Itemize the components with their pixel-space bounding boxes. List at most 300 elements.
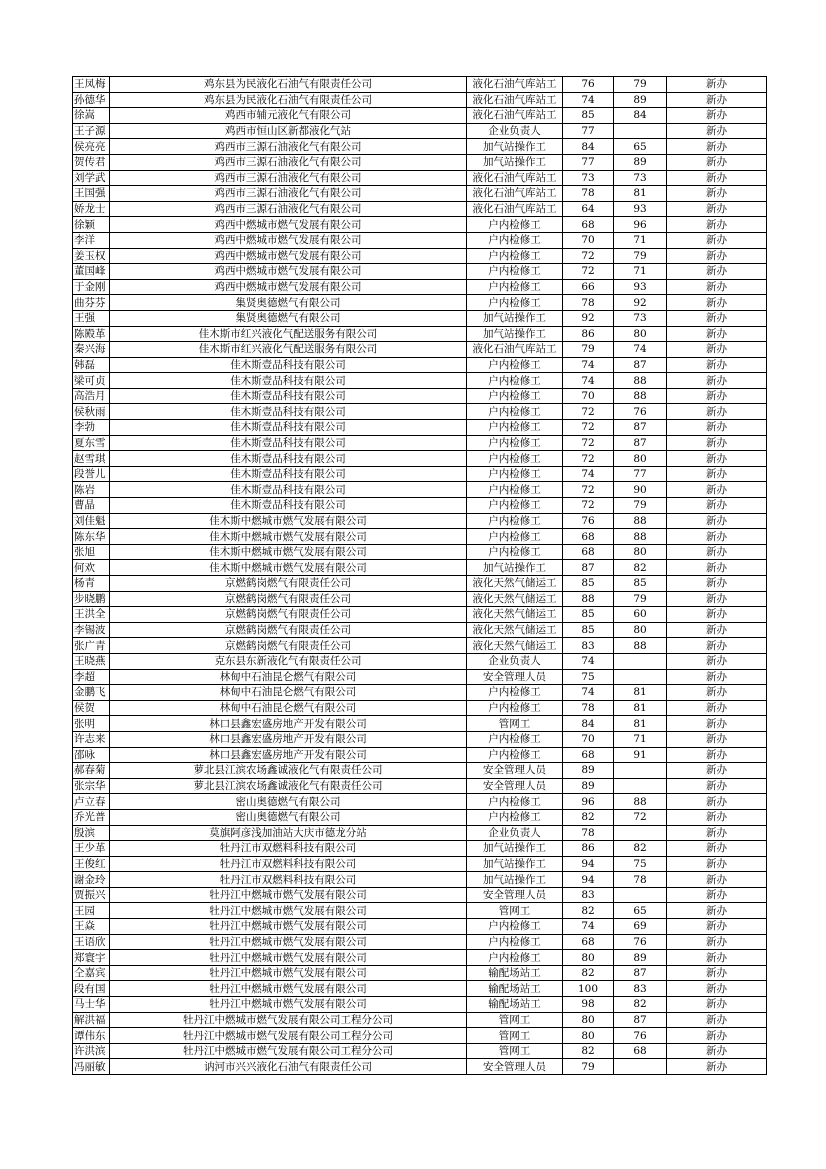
company-cell: 集贤奥德燃气有限公司 xyxy=(110,295,467,311)
theory-score-cell: 82 xyxy=(563,903,614,919)
name-cell: 贺传君 xyxy=(73,154,110,170)
cert-type-cell: 新办 xyxy=(667,342,767,358)
table-row xyxy=(73,778,767,794)
cert-type-cell: 新办 xyxy=(667,139,767,155)
company-cell: 佳木斯中燃城市燃气发展有限公司 xyxy=(110,529,467,545)
cert-type-cell: 新办 xyxy=(667,217,767,233)
name-cell: 董国峰 xyxy=(73,264,110,280)
job-type-cell: 户内检修工 xyxy=(467,747,563,763)
theory-score-cell: 70 xyxy=(563,731,614,747)
job-type-cell: 户内检修工 xyxy=(467,544,563,560)
name-cell: 于金刚 xyxy=(73,279,110,295)
theory-score-cell: 87 xyxy=(563,560,614,576)
theory-score-cell: 70 xyxy=(563,232,614,248)
company-cell: 林口县鑫宏盛房地产开发有限公司 xyxy=(110,716,467,732)
practical-score-cell: 79 xyxy=(614,248,667,264)
theory-score-cell: 72 xyxy=(563,451,614,467)
cert-type-cell: 新办 xyxy=(667,622,767,638)
company-cell: 牡丹江中燃城市燃气发展有限公司 xyxy=(110,950,467,966)
practical-score-cell: 65 xyxy=(614,903,667,919)
theory-score-cell: 100 xyxy=(563,981,614,997)
practical-score-cell: 79 xyxy=(614,77,667,93)
table-row xyxy=(73,435,767,451)
theory-score-cell: 72 xyxy=(563,420,614,436)
practical-score-cell: 81 xyxy=(614,186,667,202)
job-type-cell: 安全管理人员 xyxy=(467,887,563,903)
name-cell: 殷滨 xyxy=(73,825,110,841)
name-cell: 许洪滨 xyxy=(73,1043,110,1059)
table-row xyxy=(73,357,767,373)
company-cell: 佳木斯中燃城市燃气发展有限公司 xyxy=(110,513,467,529)
job-type-cell: 户内检修工 xyxy=(467,498,563,514)
cert-type-cell: 新办 xyxy=(667,310,767,326)
practical-score-cell: 71 xyxy=(614,232,667,248)
name-cell: 张广青 xyxy=(73,638,110,654)
practical-score-cell: 92 xyxy=(614,295,667,311)
name-cell: 李超 xyxy=(73,669,110,685)
cert-type-cell: 新办 xyxy=(667,965,767,981)
job-type-cell: 户内检修工 xyxy=(467,809,563,825)
cert-type-cell: 新办 xyxy=(667,108,767,124)
job-type-cell: 液化天然气储运工 xyxy=(467,591,563,607)
company-cell: 牡丹江中燃城市燃气发展有限公司工程分公司 xyxy=(110,1028,467,1044)
table-row xyxy=(73,248,767,264)
theory-score-cell: 77 xyxy=(563,154,614,170)
cert-type-cell: 新办 xyxy=(667,435,767,451)
name-cell: 侯秋雨 xyxy=(73,404,110,420)
practical-score-cell: 73 xyxy=(614,310,667,326)
practical-score-cell: 80 xyxy=(614,326,667,342)
company-cell: 鸡西中燃城市燃气发展有限公司 xyxy=(110,248,467,264)
cert-type-cell: 新办 xyxy=(667,186,767,202)
job-type-cell: 安全管理人员 xyxy=(467,763,563,779)
theory-score-cell: 83 xyxy=(563,638,614,654)
name-cell: 王国强 xyxy=(73,186,110,202)
name-cell: 张宗华 xyxy=(73,778,110,794)
job-type-cell: 加气站操作工 xyxy=(467,154,563,170)
company-cell: 牡丹江中燃城市燃气发展有限公司工程分公司 xyxy=(110,1043,467,1059)
table-row xyxy=(73,217,767,233)
theory-score-cell: 88 xyxy=(563,591,614,607)
practical-score-cell xyxy=(614,123,667,139)
theory-score-cell: 84 xyxy=(563,139,614,155)
table-row xyxy=(73,186,767,202)
table-row xyxy=(73,607,767,623)
company-cell: 林口县鑫宏盛房地产开发有限公司 xyxy=(110,747,467,763)
company-cell: 鸡西市三源石油液化气有限公司 xyxy=(110,139,467,155)
table-row xyxy=(73,825,767,841)
practical-score-cell: 68 xyxy=(614,1043,667,1059)
cert-type-cell: 新办 xyxy=(667,170,767,186)
name-cell: 赵雪琪 xyxy=(73,451,110,467)
practical-score-cell: 89 xyxy=(614,154,667,170)
job-type-cell: 户内检修工 xyxy=(467,731,563,747)
company-cell: 密山奥德燃气有限公司 xyxy=(110,794,467,810)
cert-type-cell: 新办 xyxy=(667,591,767,607)
job-type-cell: 输配场站工 xyxy=(467,981,563,997)
job-type-cell: 户内检修工 xyxy=(467,279,563,295)
name-cell: 王强 xyxy=(73,310,110,326)
practical-score-cell xyxy=(614,763,667,779)
job-type-cell: 户内检修工 xyxy=(467,295,563,311)
practical-score-cell: 87 xyxy=(614,420,667,436)
cert-type-cell: 新办 xyxy=(667,326,767,342)
table-row xyxy=(73,279,767,295)
job-type-cell: 管网工 xyxy=(467,1043,563,1059)
name-cell: 梁可贞 xyxy=(73,373,110,389)
table-row xyxy=(73,794,767,810)
name-cell: 陈殿革 xyxy=(73,326,110,342)
job-type-cell: 液化石油气库站工 xyxy=(467,108,563,124)
table-row xyxy=(73,295,767,311)
company-cell: 牡丹江中燃城市燃气发展有限公司 xyxy=(110,997,467,1013)
company-cell: 克东县东新液化气有限责任公司 xyxy=(110,653,467,669)
cert-type-cell: 新办 xyxy=(667,404,767,420)
cert-type-cell: 新办 xyxy=(667,357,767,373)
cert-type-cell: 新办 xyxy=(667,498,767,514)
cert-type-cell: 新办 xyxy=(667,1028,767,1044)
company-cell: 佳木斯市红兴液化气配送服务有限公司 xyxy=(110,342,467,358)
company-cell: 鸡东县为民液化石油气有限责任公司 xyxy=(110,92,467,108)
cert-type-cell: 新办 xyxy=(667,513,767,529)
name-cell: 许志来 xyxy=(73,731,110,747)
job-type-cell: 户内检修工 xyxy=(467,264,563,280)
theory-score-cell: 94 xyxy=(563,872,614,888)
practical-score-cell: 81 xyxy=(614,716,667,732)
company-cell: 萝北县江滨农场鑫诚液化气有限责任公司 xyxy=(110,763,467,779)
practical-score-cell: 88 xyxy=(614,373,667,389)
practical-score-cell: 88 xyxy=(614,794,667,810)
job-type-cell: 输配场站工 xyxy=(467,997,563,1013)
cert-type-cell: 新办 xyxy=(667,232,767,248)
practical-score-cell xyxy=(614,887,667,903)
company-cell: 林甸中石油昆仑燃气有限公司 xyxy=(110,669,467,685)
job-type-cell: 户内检修工 xyxy=(467,373,563,389)
name-cell: 徐颖 xyxy=(73,217,110,233)
job-type-cell: 户内检修工 xyxy=(467,529,563,545)
table-row xyxy=(73,373,767,389)
cert-type-cell: 新办 xyxy=(667,451,767,467)
name-cell: 李洋 xyxy=(73,232,110,248)
job-type-cell: 户内检修工 xyxy=(467,435,563,451)
cert-type-cell: 新办 xyxy=(667,700,767,716)
name-cell: 姜玉权 xyxy=(73,248,110,264)
name-cell: 夏东雪 xyxy=(73,435,110,451)
cert-type-cell: 新办 xyxy=(667,981,767,997)
cert-type-cell: 新办 xyxy=(667,950,767,966)
theory-score-cell: 74 xyxy=(563,685,614,701)
cert-type-cell: 新办 xyxy=(667,809,767,825)
cert-type-cell: 新办 xyxy=(667,794,767,810)
theory-score-cell: 68 xyxy=(563,217,614,233)
job-type-cell: 液化石油气库站工 xyxy=(467,342,563,358)
cert-type-cell: 新办 xyxy=(667,201,767,217)
job-type-cell: 液化石油气库站工 xyxy=(467,201,563,217)
company-cell: 京燃鹤岗燃气有限责任公司 xyxy=(110,607,467,623)
practical-score-cell: 75 xyxy=(614,856,667,872)
table-row xyxy=(73,591,767,607)
practical-score-cell: 87 xyxy=(614,357,667,373)
cert-type-cell: 新办 xyxy=(667,373,767,389)
theory-score-cell: 78 xyxy=(563,186,614,202)
practical-score-cell: 91 xyxy=(614,747,667,763)
name-cell: 陈东华 xyxy=(73,529,110,545)
theory-score-cell: 72 xyxy=(563,482,614,498)
table-row xyxy=(73,123,767,139)
cert-type-cell: 新办 xyxy=(667,872,767,888)
company-cell: 佳木斯壹品科技有限公司 xyxy=(110,466,467,482)
cert-type-cell: 新办 xyxy=(667,295,767,311)
company-cell: 集贤奥德燃气有限公司 xyxy=(110,310,467,326)
cert-type-cell: 新办 xyxy=(667,77,767,93)
name-cell: 王园 xyxy=(73,903,110,919)
table-row xyxy=(73,420,767,436)
table-row xyxy=(73,451,767,467)
practical-score-cell: 65 xyxy=(614,139,667,155)
cert-type-cell: 新办 xyxy=(667,1012,767,1028)
theory-score-cell: 68 xyxy=(563,544,614,560)
cert-type-cell: 新办 xyxy=(667,420,767,436)
theory-score-cell: 85 xyxy=(563,576,614,592)
practical-score-cell: 96 xyxy=(614,217,667,233)
cert-type-cell: 新办 xyxy=(667,154,767,170)
table-row xyxy=(73,731,767,747)
practical-score-cell: 79 xyxy=(614,498,667,514)
name-cell: 侯贺 xyxy=(73,700,110,716)
job-type-cell: 输配场站工 xyxy=(467,965,563,981)
job-type-cell: 户内检修工 xyxy=(467,919,563,935)
table-row xyxy=(73,1028,767,1044)
practical-score-cell xyxy=(614,653,667,669)
theory-score-cell: 66 xyxy=(563,279,614,295)
name-cell: 解洪福 xyxy=(73,1012,110,1028)
company-cell: 牡丹江中燃城市燃气发展有限公司 xyxy=(110,887,467,903)
theory-score-cell: 79 xyxy=(563,342,614,358)
cert-type-cell: 新办 xyxy=(667,903,767,919)
name-cell: 王少革 xyxy=(73,841,110,857)
job-type-cell: 户内检修工 xyxy=(467,420,563,436)
name-cell: 王凤梅 xyxy=(73,77,110,93)
company-cell: 佳木斯壹品科技有限公司 xyxy=(110,451,467,467)
theory-score-cell: 74 xyxy=(563,373,614,389)
table-body xyxy=(73,77,767,1075)
practical-score-cell: 89 xyxy=(614,92,667,108)
cert-type-cell: 新办 xyxy=(667,747,767,763)
job-type-cell: 加气站操作工 xyxy=(467,326,563,342)
theory-score-cell: 84 xyxy=(563,716,614,732)
table-row xyxy=(73,700,767,716)
name-cell: 孙德华 xyxy=(73,92,110,108)
company-cell: 牡丹江中燃城市燃气发展有限公司 xyxy=(110,934,467,950)
job-type-cell: 加气站操作工 xyxy=(467,841,563,857)
name-cell: 王语欣 xyxy=(73,934,110,950)
job-type-cell: 户内检修工 xyxy=(467,357,563,373)
table-row xyxy=(73,92,767,108)
cert-type-cell: 新办 xyxy=(667,92,767,108)
table-row xyxy=(73,934,767,950)
company-cell: 牡丹江中燃城市燃气发展有限公司 xyxy=(110,981,467,997)
practical-score-cell: 80 xyxy=(614,451,667,467)
company-cell: 萝北县江滨农场鑫诚液化气有限责任公司 xyxy=(110,778,467,794)
table-row xyxy=(73,685,767,701)
company-cell: 京燃鹤岗燃气有限责任公司 xyxy=(110,591,467,607)
theory-score-cell: 85 xyxy=(563,622,614,638)
company-cell: 佳木斯壹品科技有限公司 xyxy=(110,388,467,404)
theory-score-cell: 89 xyxy=(563,778,614,794)
job-type-cell: 企业负责人 xyxy=(467,825,563,841)
theory-score-cell: 74 xyxy=(563,466,614,482)
job-type-cell: 加气站操作工 xyxy=(467,872,563,888)
job-type-cell: 管网工 xyxy=(467,1028,563,1044)
company-cell: 京燃鹤岗燃气有限责任公司 xyxy=(110,638,467,654)
practical-score-cell: 69 xyxy=(614,919,667,935)
company-cell: 佳木斯壹品科技有限公司 xyxy=(110,482,467,498)
name-cell: 邵咏 xyxy=(73,747,110,763)
table-row xyxy=(73,466,767,482)
job-type-cell: 户内检修工 xyxy=(467,248,563,264)
name-cell: 段誉儿 xyxy=(73,466,110,482)
practical-score-cell: 77 xyxy=(614,466,667,482)
company-cell: 林甸中石油昆仑燃气有限公司 xyxy=(110,700,467,716)
job-type-cell: 加气站操作工 xyxy=(467,310,563,326)
name-cell: 段有国 xyxy=(73,981,110,997)
table-row xyxy=(73,997,767,1013)
table-row xyxy=(73,1012,767,1028)
cert-type-cell: 新办 xyxy=(667,856,767,872)
name-cell: 张明 xyxy=(73,716,110,732)
table-row xyxy=(73,544,767,560)
job-type-cell: 管网工 xyxy=(467,903,563,919)
practical-score-cell: 76 xyxy=(614,1028,667,1044)
job-type-cell: 管网工 xyxy=(467,716,563,732)
theory-score-cell: 72 xyxy=(563,435,614,451)
theory-score-cell: 80 xyxy=(563,1028,614,1044)
company-cell: 鸡西中燃城市燃气发展有限公司 xyxy=(110,232,467,248)
practical-score-cell: 82 xyxy=(614,560,667,576)
practical-score-cell: 93 xyxy=(614,279,667,295)
practical-score-cell: 72 xyxy=(614,809,667,825)
cert-type-cell: 新办 xyxy=(667,576,767,592)
name-cell: 王焱 xyxy=(73,919,110,935)
theory-score-cell: 82 xyxy=(563,809,614,825)
company-cell: 鸡西市三源石油液化气有限公司 xyxy=(110,186,467,202)
table-row xyxy=(73,965,767,981)
job-type-cell: 安全管理人员 xyxy=(467,1059,563,1075)
company-cell: 鸡西中燃城市燃气发展有限公司 xyxy=(110,217,467,233)
cert-type-cell: 新办 xyxy=(667,529,767,545)
practical-score-cell: 83 xyxy=(614,981,667,997)
job-type-cell: 户内检修工 xyxy=(467,217,563,233)
theory-score-cell: 79 xyxy=(563,1059,614,1075)
table-row xyxy=(73,404,767,420)
theory-score-cell: 78 xyxy=(563,825,614,841)
theory-score-cell: 72 xyxy=(563,404,614,420)
table-row xyxy=(73,342,767,358)
practical-score-cell: 85 xyxy=(614,576,667,592)
table-row xyxy=(73,1059,767,1075)
company-cell: 莫旗阿彦浅加油站大庆市德龙分站 xyxy=(110,825,467,841)
name-cell: 贾振兴 xyxy=(73,887,110,903)
job-type-cell: 户内检修工 xyxy=(467,388,563,404)
table-row xyxy=(73,856,767,872)
name-cell: 何欢 xyxy=(73,560,110,576)
name-cell: 郝春菊 xyxy=(73,763,110,779)
practical-score-cell: 87 xyxy=(614,435,667,451)
theory-score-cell: 70 xyxy=(563,388,614,404)
name-cell: 王子源 xyxy=(73,123,110,139)
table-row xyxy=(73,170,767,186)
theory-score-cell: 68 xyxy=(563,747,614,763)
name-cell: 曲芬芬 xyxy=(73,295,110,311)
job-type-cell: 户内检修工 xyxy=(467,232,563,248)
name-cell: 谭伟东 xyxy=(73,1028,110,1044)
table-row xyxy=(73,903,767,919)
practical-score-cell: 90 xyxy=(614,482,667,498)
theory-score-cell: 74 xyxy=(563,92,614,108)
cert-type-cell: 新办 xyxy=(667,544,767,560)
theory-score-cell: 83 xyxy=(563,887,614,903)
practical-score-cell: 76 xyxy=(614,934,667,950)
theory-score-cell: 77 xyxy=(563,123,614,139)
company-cell: 牡丹江中燃城市燃气发展有限公司工程分公司 xyxy=(110,1012,467,1028)
name-cell: 冯丽敏 xyxy=(73,1059,110,1075)
company-cell: 牡丹江市双燃料科技有限公司 xyxy=(110,872,467,888)
practical-score-cell: 78 xyxy=(614,872,667,888)
name-cell: 杨青 xyxy=(73,576,110,592)
table-row xyxy=(73,498,767,514)
company-cell: 鸡西市三源石油液化气有限公司 xyxy=(110,170,467,186)
name-cell: 步晓鹏 xyxy=(73,591,110,607)
theory-score-cell: 73 xyxy=(563,170,614,186)
practical-score-cell: 80 xyxy=(614,622,667,638)
table-row xyxy=(73,981,767,997)
table-row xyxy=(73,653,767,669)
name-cell: 金鹏飞 xyxy=(73,685,110,701)
cert-type-cell: 新办 xyxy=(667,248,767,264)
table-row xyxy=(73,310,767,326)
name-cell: 侯亮亮 xyxy=(73,139,110,155)
theory-score-cell: 85 xyxy=(563,108,614,124)
job-type-cell: 户内检修工 xyxy=(467,700,563,716)
table-row xyxy=(73,716,767,732)
table-row xyxy=(73,388,767,404)
cert-type-cell: 新办 xyxy=(667,731,767,747)
practical-score-cell: 76 xyxy=(614,404,667,420)
cert-type-cell: 新办 xyxy=(667,388,767,404)
job-type-cell: 液化天然气储运工 xyxy=(467,607,563,623)
table-row xyxy=(73,201,767,217)
theory-score-cell: 78 xyxy=(563,295,614,311)
company-cell: 林口县鑫宏盛房地产开发有限公司 xyxy=(110,731,467,747)
theory-score-cell: 96 xyxy=(563,794,614,810)
name-cell: 高浩月 xyxy=(73,388,110,404)
table-row xyxy=(73,154,767,170)
cert-type-cell: 新办 xyxy=(667,934,767,950)
theory-score-cell: 82 xyxy=(563,1043,614,1059)
theory-score-cell: 86 xyxy=(563,326,614,342)
practical-score-cell: 71 xyxy=(614,264,667,280)
theory-score-cell: 98 xyxy=(563,997,614,1013)
practical-score-cell: 81 xyxy=(614,700,667,716)
table-row xyxy=(73,669,767,685)
theory-score-cell: 72 xyxy=(563,264,614,280)
company-cell: 牡丹江中燃城市燃气发展有限公司 xyxy=(110,903,467,919)
theory-score-cell: 74 xyxy=(563,919,614,935)
cert-type-cell: 新办 xyxy=(667,919,767,935)
name-cell: 李锡波 xyxy=(73,622,110,638)
practical-score-cell: 88 xyxy=(614,529,667,545)
practical-score-cell: 88 xyxy=(614,388,667,404)
